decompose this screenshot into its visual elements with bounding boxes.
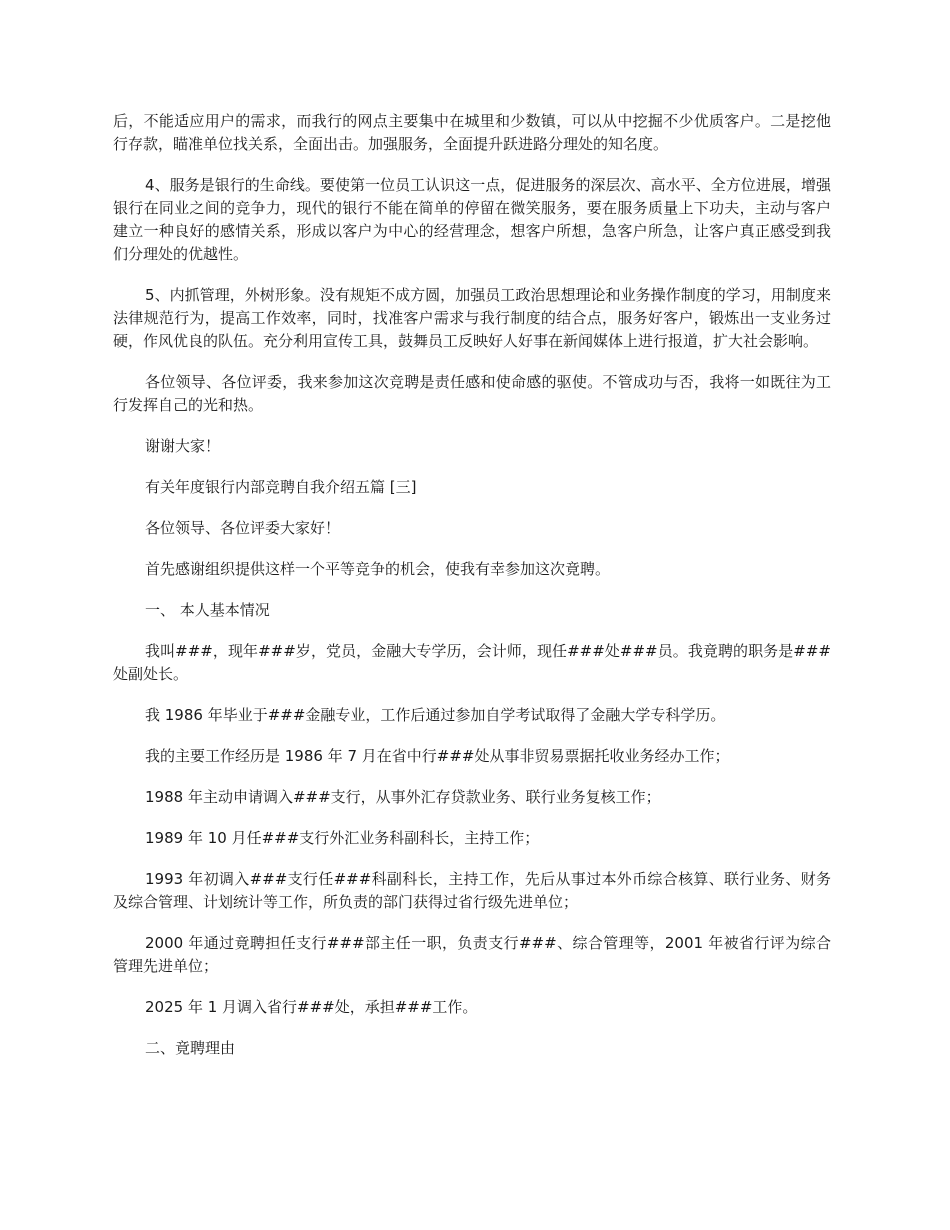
section-heading: 二、竟聘理由 <box>145 1039 236 1057</box>
paragraph: 1993 年初调入###支行任###科副科长，主持工作，先后从事过本外币综合核算、联行业务、财务及综合管理、计划统计等工作，所负责的部门获得过省行级先进单位； <box>113 870 831 911</box>
paragraph: 谢谢大家！ <box>145 437 221 455</box>
paragraph: 4、服务是银行的生命线。要使第一位员工认识这一点，促进服务的深层次、高水平、全方位进展，增强银行在同业之间的竞争力，现代的银行不能在简单的停留在微笑服务，要在服务质量上下功夫，主动与客户建立一种良好的感情关系，形成以客户为中心的经营理念，想客户所想，急客户所急，让客户真正感受到我们分理处的优越性。 <box>113 176 831 263</box>
paragraph: 1988 年主动申请调入###支行，从事外汇存贷款业务、联行业务复核工作； <box>145 788 661 806</box>
paragraph: 2025 年 1 月调入省行###处，承担###工作。 <box>145 998 478 1016</box>
paragraph: 1989 年 10 月任###支行外汇业务科副科长，主持工作； <box>145 829 540 847</box>
section-heading: 一、 本人基本情况 <box>145 601 270 619</box>
paragraph: 我的主要工作经历是 1986 年 7 月在省中行###处从事非贸易票据托收业务经办工作； <box>145 747 730 765</box>
paragraph: 后，不能适应用户的需求，而我行的网点主要集中在城里和少数镇，可以从中挖掘不少优质客户。二是挖他行存款，瞄准单位找关系，全面出击。加强服务，全面提升跃进路分理处的知名度。 <box>113 112 831 153</box>
paragraph: 5、内抓管理，外树形象。没有规矩不成方圆，加强员工政治思想理论和业务操作制度的学习，用制度来法律规范行为，提高工作效率，同时，找准客户需求与我行制度的结合点，服务好客户，锻炼出一支业务过硬，作风优良的队伍。充分利用宣传工具，鼓舞员工反映好人好事在新闻媒体上进行报道，扩大社会影响。 <box>113 286 831 350</box>
paragraph: 我 1986 年毕业于###金融专业，工作后通过参加自学考试取得了金融大学专科学历。 <box>145 706 726 724</box>
paragraph: 各位领导、各位评委大家好！ <box>145 519 341 537</box>
section-title: 有关年度银行内部竞聘自我介绍五篇 [三] <box>145 478 417 496</box>
paragraph: 2000 年通过竟聘担任支行###部主任一职，负责支行###、综合管理等，2001 年被省行评为综合管理先进单位； <box>113 934 831 975</box>
paragraph: 我叫###，现年###岁，党员，金融大专学历，会计师，现任###处###员。我竟聘的职务是###处副处长。 <box>113 642 831 683</box>
document-page <box>113 110 831 1078</box>
paragraph: 各位领导、各位评委，我来参加这次竞聘是责任感和使命感的驱使。不管成功与否，我将一如既往为工行发挥自己的光和热。 <box>113 373 831 414</box>
paragraph: 首先感谢组织提供这样一个平等竞争的机会，使我有幸参加这次竟聘。 <box>145 560 611 578</box>
